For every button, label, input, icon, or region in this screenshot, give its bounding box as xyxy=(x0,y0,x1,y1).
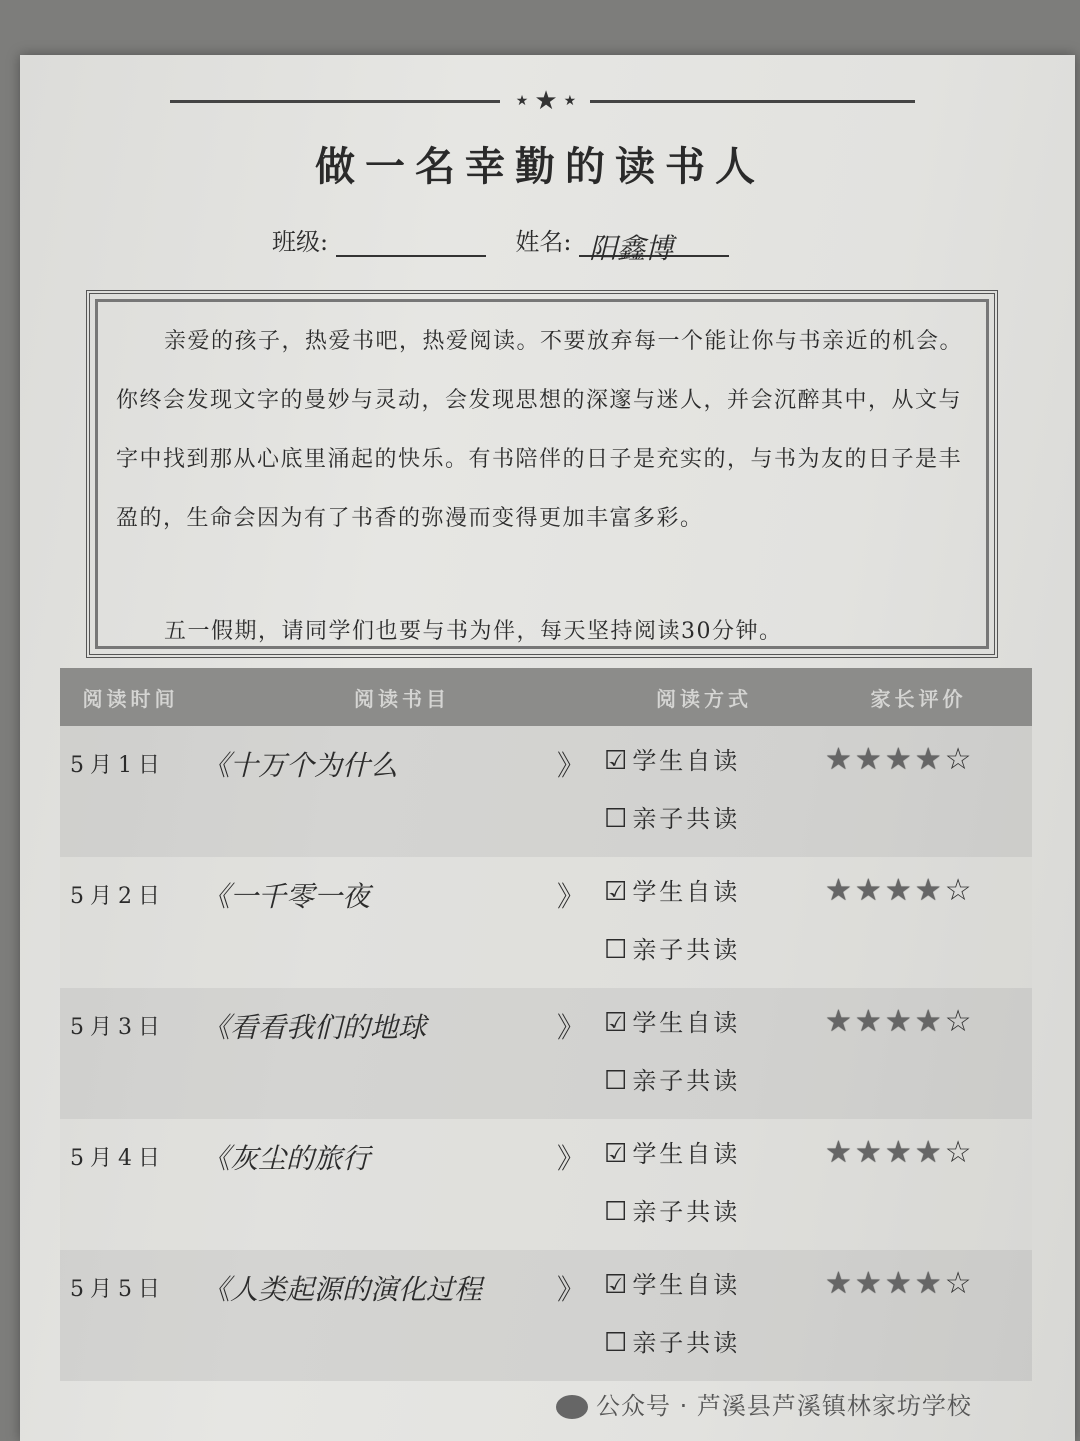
empty-star-icon[interactable]: ☆ xyxy=(944,1135,975,1170)
option-label: 亲子共读 xyxy=(632,1067,741,1095)
table-header-row xyxy=(60,668,1032,726)
filled-star-icon[interactable]: ★ xyxy=(854,742,885,777)
big-star-icon: ★ xyxy=(534,86,558,116)
table-row xyxy=(60,857,1032,988)
option-self-reading[interactable] xyxy=(604,740,804,798)
checked-box-icon[interactable]: ☑ xyxy=(604,1139,631,1169)
message-box xyxy=(86,290,998,658)
checked-box-icon[interactable]: ☑ xyxy=(604,1008,631,1038)
small-star-icon: ★ xyxy=(563,93,577,109)
empty-checkbox-icon[interactable]: ☐ xyxy=(604,1197,631,1227)
book-title: 《人类起源的演化过程 xyxy=(202,1273,483,1306)
message-paragraph-2: 五一假期，请同学们也要与书为伴，每天坚持阅读30分钟。 xyxy=(164,619,783,644)
filled-star-icon[interactable]: ★ xyxy=(825,1135,855,1170)
book-title-close-bracket: 》 xyxy=(556,880,585,913)
reading-mode-cell xyxy=(603,1250,805,1381)
book-title: 《灰尘的旅行 xyxy=(202,1142,371,1175)
empty-star-icon[interactable]: ☆ xyxy=(944,1266,975,1301)
parent-rating[interactable] xyxy=(805,988,1032,1119)
reading-date: 5月2日 xyxy=(60,857,201,988)
wechat-icon xyxy=(556,1395,588,1419)
option-label: 亲子共读 xyxy=(632,1329,741,1357)
filled-star-icon[interactable]: ★ xyxy=(884,873,915,908)
empty-star-icon[interactable]: ☆ xyxy=(944,873,975,908)
book-title: 《看看我们的地球 xyxy=(202,1011,427,1044)
option-self-reading[interactable] xyxy=(604,1264,804,1322)
filled-star-icon[interactable]: ★ xyxy=(854,1004,885,1039)
option-parent-child-reading[interactable] xyxy=(604,1191,804,1249)
filled-star-icon[interactable]: ★ xyxy=(884,1266,915,1301)
filled-star-icon[interactable]: ★ xyxy=(884,1004,915,1039)
reading-date: 5月3日 xyxy=(60,988,201,1119)
checked-box-icon[interactable]: ☑ xyxy=(604,746,631,776)
filled-star-icon[interactable]: ★ xyxy=(884,1135,915,1170)
book-title-cell[interactable] xyxy=(201,726,603,857)
book-title-close-bracket: 》 xyxy=(556,1142,585,1175)
filled-star-icon[interactable]: ★ xyxy=(914,742,945,777)
header-rating: 家长评价 xyxy=(805,668,1032,726)
book-title-close-bracket: 》 xyxy=(556,1011,585,1044)
book-title-cell[interactable] xyxy=(201,1250,603,1381)
empty-checkbox-icon[interactable]: ☐ xyxy=(604,1066,631,1096)
watermark-text: 公众号 · 芦溪县芦溪镇林家坊学校 xyxy=(596,1392,972,1420)
filled-star-icon[interactable]: ★ xyxy=(825,1266,855,1301)
empty-checkbox-icon[interactable]: ☐ xyxy=(604,1328,631,1358)
option-label: 学生自读 xyxy=(632,1271,741,1299)
reading-date: 5月5日 xyxy=(60,1250,201,1381)
option-parent-child-reading[interactable] xyxy=(604,798,804,856)
book-title-close-bracket: 》 xyxy=(556,1273,585,1306)
header-time: 阅读时间 xyxy=(60,668,201,726)
book-title-cell[interactable] xyxy=(201,1119,603,1250)
filled-star-icon[interactable]: ★ xyxy=(914,1266,945,1301)
empty-checkbox-icon[interactable]: ☐ xyxy=(604,804,631,834)
reading-mode-cell xyxy=(603,988,805,1119)
book-title: 《十万个为什么 xyxy=(202,749,399,782)
filled-star-icon[interactable]: ★ xyxy=(854,873,885,908)
table-row xyxy=(60,988,1032,1119)
reading-mode-cell xyxy=(603,1119,805,1250)
option-parent-child-reading[interactable] xyxy=(604,1322,804,1380)
option-label: 学生自读 xyxy=(632,1009,741,1037)
header-mode: 阅读方式 xyxy=(603,668,805,726)
empty-star-icon[interactable]: ☆ xyxy=(944,1004,975,1039)
reading-mode-cell xyxy=(603,857,805,988)
parent-rating[interactable] xyxy=(805,726,1032,857)
filled-star-icon[interactable]: ★ xyxy=(854,1266,885,1301)
option-label: 亲子共读 xyxy=(632,805,741,833)
option-label: 学生自读 xyxy=(632,1140,741,1168)
book-title: 《一千零一夜 xyxy=(202,880,371,913)
filled-star-icon[interactable]: ★ xyxy=(914,1004,945,1039)
option-self-reading[interactable] xyxy=(604,871,804,929)
watermark xyxy=(556,1386,972,1421)
small-star-icon: ★ xyxy=(515,93,529,109)
class-field[interactable] xyxy=(336,227,486,257)
filled-star-icon[interactable]: ★ xyxy=(884,742,915,777)
reading-log-table xyxy=(60,668,1032,1381)
parent-rating[interactable] xyxy=(805,857,1032,988)
parent-rating[interactable] xyxy=(805,1119,1032,1250)
table-row xyxy=(60,1250,1032,1381)
filled-star-icon[interactable]: ★ xyxy=(914,873,945,908)
reading-date: 5月4日 xyxy=(60,1119,201,1250)
filled-star-icon[interactable]: ★ xyxy=(854,1135,885,1170)
filled-star-icon[interactable]: ★ xyxy=(914,1135,945,1170)
checked-box-icon[interactable]: ☑ xyxy=(604,1270,631,1300)
reading-mode-cell xyxy=(603,726,805,857)
message-paragraph-1: 亲爱的孩子，热爱书吧，热爱阅读。不要放弃每一个能让你与书亲近的机会。你终会发现文字的曼妙与灵动，会发现思想的深邃与迷人，并会沉醉其中，从文与字中找到那从心底里涌起的快乐。有书陪伴的日子是充实的，与书为友的日子是丰盈的，生命会因为有了书香的弥漫而变得更加丰富多彩。 xyxy=(116,329,964,531)
header-book: 阅读书目 xyxy=(201,668,603,726)
option-self-reading[interactable] xyxy=(604,1133,804,1191)
decor-line-right xyxy=(590,100,915,103)
decor-line-left xyxy=(170,100,500,103)
table-row xyxy=(60,726,1032,857)
page-title: 做一名幸勤的读书人 xyxy=(315,143,765,190)
name-field[interactable]: 阳鑫博 xyxy=(579,227,729,257)
name-label: 姓名: xyxy=(515,228,572,256)
student-info xyxy=(272,222,729,265)
parent-rating[interactable] xyxy=(805,1250,1032,1381)
book-title-close-bracket: 》 xyxy=(556,749,585,782)
checked-box-icon[interactable]: ☑ xyxy=(604,877,631,907)
option-label: 学生自读 xyxy=(632,878,741,906)
option-self-reading[interactable] xyxy=(604,1002,804,1060)
empty-star-icon[interactable]: ☆ xyxy=(944,742,975,777)
table-row xyxy=(60,1119,1032,1250)
book-title-cell[interactable] xyxy=(201,988,603,1119)
option-parent-child-reading[interactable] xyxy=(604,1060,804,1118)
option-label: 学生自读 xyxy=(632,747,741,775)
empty-checkbox-icon[interactable]: ☐ xyxy=(604,935,631,965)
filled-star-icon[interactable]: ★ xyxy=(825,873,855,908)
filled-star-icon[interactable]: ★ xyxy=(825,742,855,777)
reading-date: 5月1日 xyxy=(60,726,201,857)
option-label: 亲子共读 xyxy=(632,936,741,964)
filled-star-icon[interactable]: ★ xyxy=(825,1004,855,1039)
decor-stars xyxy=(500,86,592,116)
option-label: 亲子共读 xyxy=(632,1198,741,1226)
class-label: 班级: xyxy=(272,228,329,256)
option-parent-child-reading[interactable] xyxy=(604,929,804,987)
book-title-cell[interactable] xyxy=(201,857,603,988)
